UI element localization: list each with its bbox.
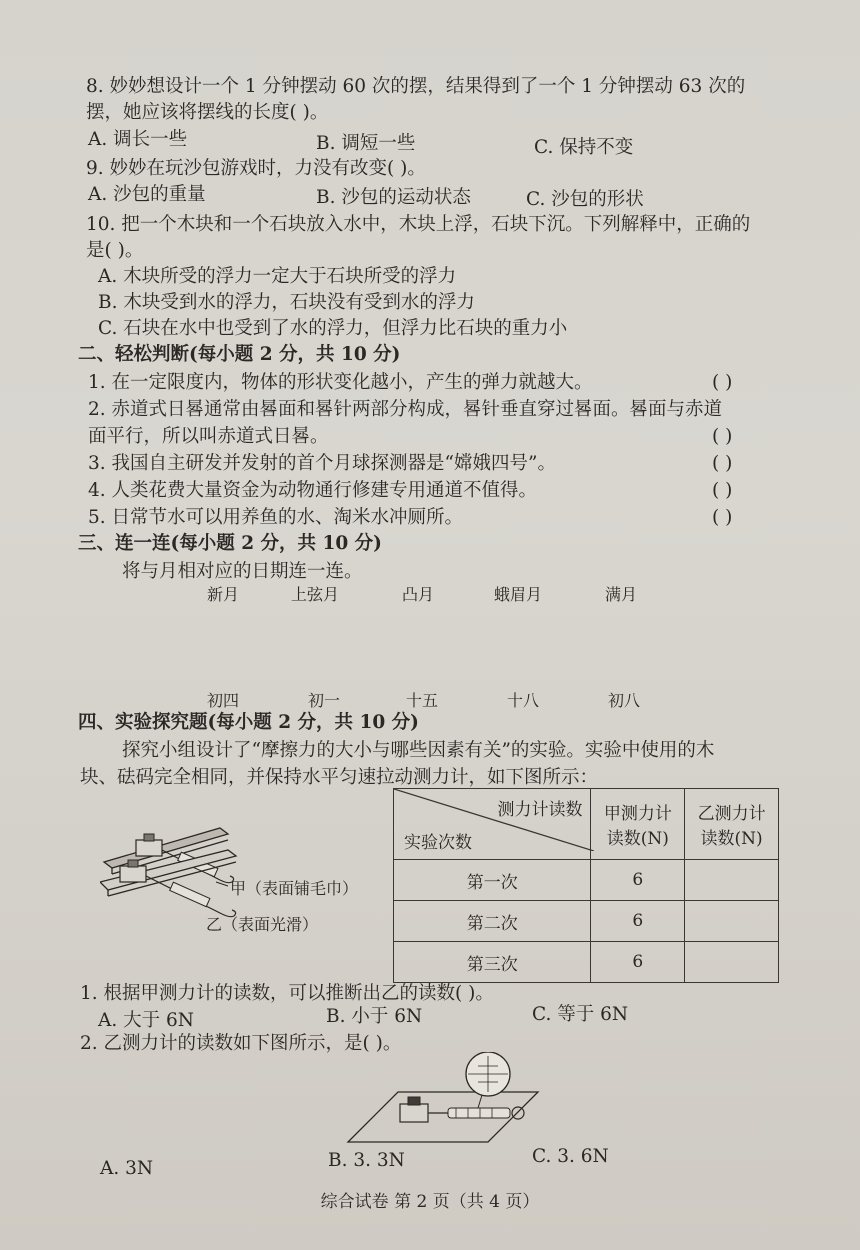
- q9-option-a: A. 沙包的重量: [88, 184, 206, 205]
- label-yi: 乙（表面光滑）: [206, 915, 319, 934]
- judge-answer-3[interactable]: ( ): [712, 453, 733, 474]
- yi-reading[interactable]: [685, 901, 779, 942]
- judge-item-4: 4. 人类花费大量资金为动物通行修建专用通道不值得。: [88, 480, 538, 501]
- judge-item-2-cont: 面平行，所以叫赤道式日晷。: [88, 426, 329, 447]
- q10-option-a: A. 木块所受的浮力一定大于石块所受的浮力: [98, 266, 457, 287]
- section4-intro-line2: 块、砝码完全相同，并保持水平匀速拉动测力计，如下图所示：: [80, 767, 599, 788]
- section3-title: 三、连一连(每小题 2 分，共 10 分): [78, 533, 382, 554]
- lunar-date-2[interactable]: 初一: [308, 691, 341, 710]
- section3-instruction: 将与月相对应的日期连一连。: [122, 561, 363, 582]
- lunar-date-5[interactable]: 初八: [608, 691, 641, 710]
- yi-reading[interactable]: [685, 860, 779, 901]
- page-footer: 综合试卷 第 2 页（共 4 页）: [320, 1192, 540, 1212]
- q8-stem-line1: 8. 妙妙想设计一个 1 分钟摆动 60 次的摆，结果得到了一个 1 分钟摆动 63 次的: [86, 76, 746, 97]
- lunar-date-1[interactable]: 初四: [207, 691, 240, 710]
- section2-title: 二、轻松判断(每小题 2 分，共 10 分): [78, 344, 401, 365]
- s4-q1-option-b: B. 小于 6N: [326, 1006, 423, 1027]
- header-yi-line1: 乙测力计: [697, 804, 766, 824]
- judge-answer-2[interactable]: ( ): [712, 426, 733, 447]
- trial-name: 第二次: [394, 901, 591, 942]
- moon-phase-2[interactable]: 上弦月: [291, 585, 340, 604]
- judge-answer-4[interactable]: ( ): [712, 480, 733, 501]
- judge-item-2: 2. 赤道式日晷通常由晷面和晷针两部分构成，晷针垂直穿过晷面。晷面与赤道: [88, 399, 723, 420]
- moon-phase-1[interactable]: 新月: [207, 585, 240, 604]
- s4-q2-option-a: A. 3N: [100, 1158, 154, 1179]
- lunar-date-4[interactable]: 十八: [507, 691, 540, 710]
- moon-phase-5[interactable]: 满月: [605, 585, 638, 604]
- q10-option-c: C. 石块在水中也受到了水的浮力，但浮力比石块的重力小: [98, 318, 568, 339]
- q9-stem: 9. 妙妙在玩沙包游戏时，力没有改变( )。: [86, 158, 426, 179]
- q9-option-c: C. 沙包的形状: [526, 189, 644, 210]
- table-row: [394, 901, 779, 942]
- table-row: [394, 860, 779, 901]
- spring-scale-illustration: [338, 1052, 558, 1152]
- q8-option-c: C. 保持不变: [534, 137, 634, 158]
- s4-q1-option-a: A. 大于 6N: [98, 1010, 194, 1031]
- trial-name: 第三次: [394, 942, 591, 983]
- section4-title: 四、实验探究题(每小题 2 分，共 10 分): [78, 712, 419, 733]
- q8-option-b: B. 调短一些: [316, 133, 416, 154]
- jia-reading: 6: [591, 942, 685, 983]
- header-jia-line2: 读数(N): [606, 829, 669, 849]
- lunar-date-3[interactable]: 十五: [406, 691, 439, 710]
- jia-reading: 6: [591, 901, 685, 942]
- trial-name: 第一次: [394, 860, 591, 901]
- q9-option-b: B. 沙包的运动状态: [316, 187, 471, 208]
- experiment-table: [393, 788, 779, 983]
- s4-q2-option-c: C. 3. 6N: [532, 1146, 609, 1167]
- judge-item-5: 5. 日常节水可以用养鱼的水、淘米水冲厕所。: [88, 507, 464, 528]
- header-force-reading: 测力计读数: [497, 800, 583, 820]
- yi-reading[interactable]: [685, 942, 779, 983]
- q8-stem-line2: 摆，她应该将摆线的长度( )。: [86, 102, 329, 123]
- header-jia-line1: 甲测力计: [603, 804, 672, 824]
- s4-q2-option-b: B. 3. 3N: [328, 1150, 405, 1171]
- header-yi-line2: 读数(N): [700, 829, 763, 849]
- header-trial-count: 实验次数: [404, 833, 472, 853]
- s4-q1-stem: 1. 根据甲测力计的读数，可以推断出乙的读数( )。: [80, 983, 494, 1004]
- judge-answer-1[interactable]: ( ): [712, 372, 733, 393]
- s4-q2-stem: 2. 乙测力计的读数如下图所示，是( )。: [80, 1033, 402, 1054]
- s4-q1-option-c: C. 等于 6N: [532, 1004, 629, 1025]
- q10-stem-line2: 是( )。: [86, 240, 144, 261]
- q10-option-b: B. 木块受到水的浮力，石块没有受到水的浮力: [98, 292, 475, 313]
- header-yi: [685, 789, 779, 860]
- jia-reading: 6: [591, 860, 685, 901]
- table-row: [394, 942, 779, 983]
- judge-answer-5[interactable]: ( ): [712, 507, 733, 528]
- section4-intro-line1: 探究小组设计了“摩擦力的大小与哪些因素有关”的实验。实验中使用的木: [122, 740, 715, 761]
- header-jia: [591, 789, 685, 860]
- q10-stem-line1: 10. 把一个木块和一个石块放入水中，木块上浮，石块下沉。下列解释中，正确的: [86, 214, 751, 235]
- label-jia: 甲（表面铺毛巾）: [230, 879, 359, 898]
- judge-item-3: 3. 我国自主研发并发射的首个月球探测器是“嫦娥四号”。: [88, 453, 556, 474]
- judge-item-1: 1. 在一定限度内，物体的形状变化越小，产生的弹力就越大。: [88, 372, 593, 393]
- q8-option-a: A. 调长一些: [88, 129, 188, 150]
- moon-phase-4[interactable]: 蛾眉月: [494, 585, 543, 604]
- table-diagonal-header: [394, 789, 591, 860]
- moon-phase-3[interactable]: 凸月: [402, 585, 435, 604]
